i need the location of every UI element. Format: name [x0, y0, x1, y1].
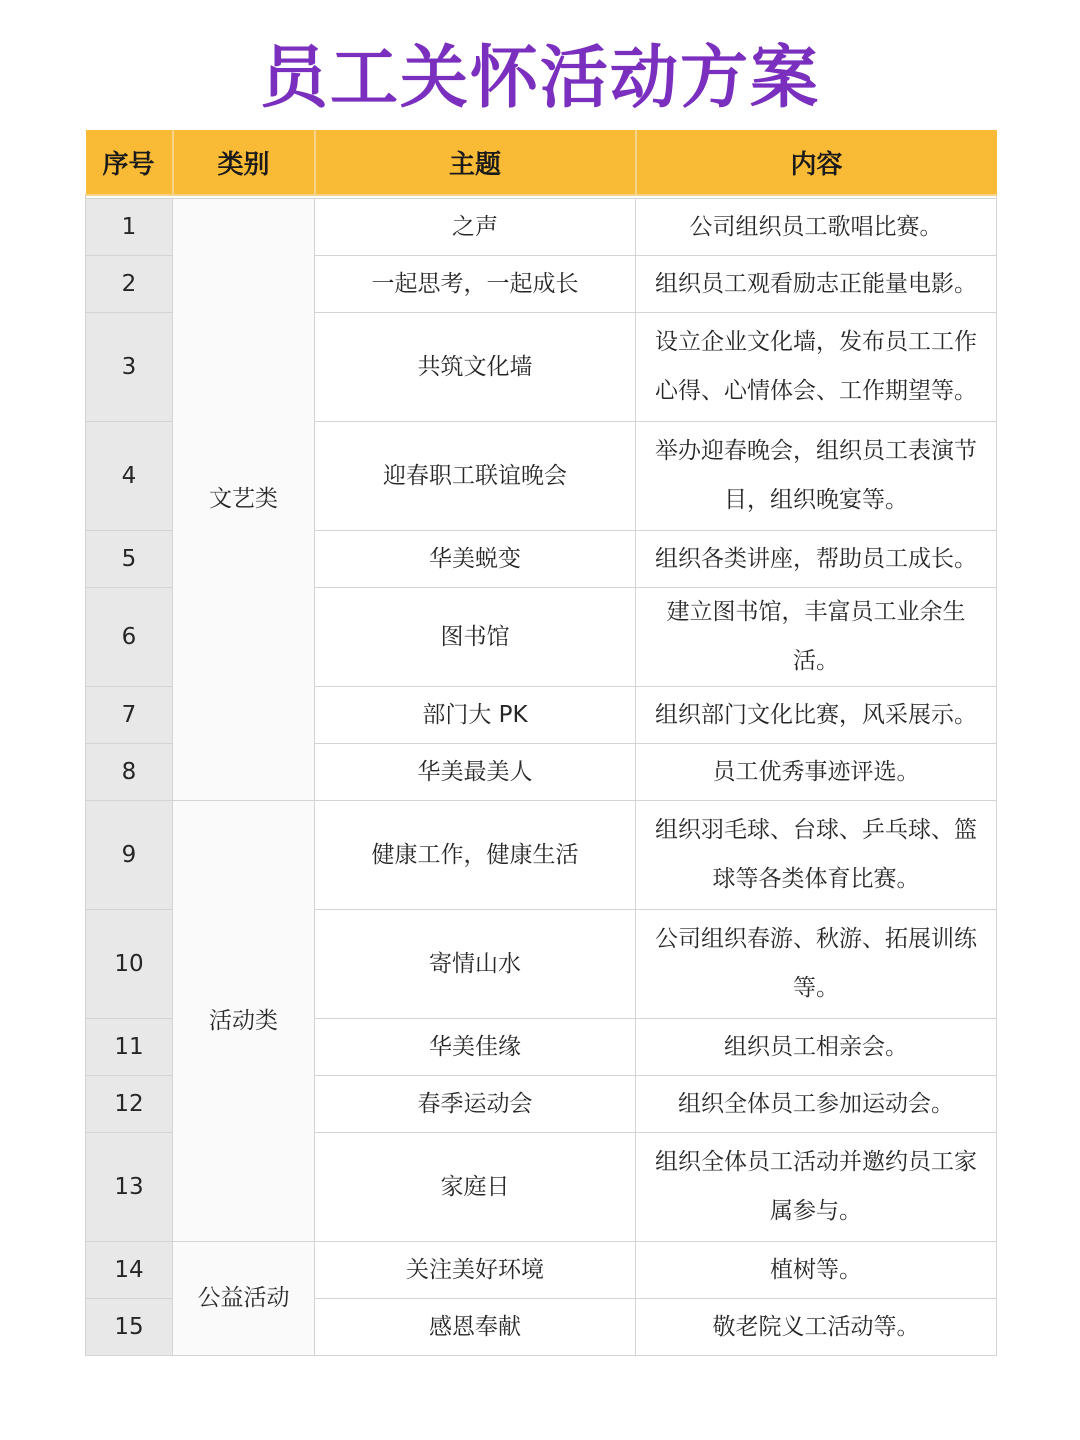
- page-title: 员工关怀活动方案: [259, 39, 820, 118]
- row-index: 9: [86, 801, 173, 910]
- row-index: 7: [86, 687, 173, 744]
- row-theme: 华美佳缘: [315, 1019, 636, 1076]
- row-content: 公司组织春游、秋游、拓展训练等。: [636, 910, 997, 1019]
- row-content: 组织员工观看励志正能量电影。: [636, 256, 997, 313]
- row-content: 植树等。: [636, 1242, 997, 1299]
- category-cell: 公益活动: [173, 1242, 315, 1356]
- row-index: 8: [86, 744, 173, 801]
- row-theme: 春季运动会: [315, 1076, 636, 1133]
- row-theme: 华美蜕变: [315, 531, 636, 588]
- row-index: 1: [86, 199, 173, 256]
- row-content: 组织全体员工参加运动会。: [636, 1076, 997, 1133]
- row-content: 组织部门文化比赛，风采展示。: [636, 687, 997, 744]
- row-theme: 华美最美人: [315, 744, 636, 801]
- category-cell: 文艺类: [173, 199, 315, 801]
- row-theme: 一起思考，一起成长: [315, 256, 636, 313]
- row-index: 10: [86, 910, 173, 1019]
- row-theme: 之声: [315, 199, 636, 256]
- table-row: [86, 1242, 997, 1299]
- row-theme: 健康工作，健康生活: [315, 801, 636, 910]
- row-content: 举办迎春晚会，组织员工表演节目，组织晚宴等。: [636, 422, 997, 531]
- table-row: [86, 801, 997, 910]
- header-index: 序号: [86, 130, 173, 195]
- row-index: 2: [86, 256, 173, 313]
- row-theme: 寄情山水: [315, 910, 636, 1019]
- row-content: 员工优秀事迹评选。: [636, 744, 997, 801]
- table-header-row: [86, 130, 997, 195]
- row-theme: 迎春职工联谊晚会: [315, 422, 636, 531]
- row-index: 5: [86, 531, 173, 588]
- row-theme: 部门大 PK: [315, 687, 636, 744]
- row-index: 6: [86, 588, 173, 687]
- row-content: 敬老院义工活动等。: [636, 1299, 997, 1356]
- row-theme: 图书馆: [315, 588, 636, 687]
- header-content: 内容: [636, 130, 997, 195]
- row-index: 15: [86, 1299, 173, 1356]
- category-cell: 活动类: [173, 801, 315, 1242]
- row-theme: 感恩奉献: [315, 1299, 636, 1356]
- header-theme: 主题: [315, 130, 636, 195]
- row-index: 11: [86, 1019, 173, 1076]
- row-content: 建立图书馆，丰富员工业余生活。: [636, 588, 997, 687]
- row-content: 组织员工相亲会。: [636, 1019, 997, 1076]
- row-theme: 共筑文化墙: [315, 313, 636, 422]
- row-content: 设立企业文化墙，发布员工工作心得、心情体会、工作期望等。: [636, 313, 997, 422]
- header-category: 类别: [173, 130, 315, 195]
- row-content: 组织羽毛球、台球、乒乓球、篮球等各类体育比赛。: [636, 801, 997, 910]
- table-row: [86, 199, 997, 256]
- row-content: 组织全体员工活动并邀约员工家属参与。: [636, 1133, 997, 1242]
- row-index: 14: [86, 1242, 173, 1299]
- row-theme: 关注美好环境: [315, 1242, 636, 1299]
- row-content: 组织各类讲座，帮助员工成长。: [636, 531, 997, 588]
- row-index: 4: [86, 422, 173, 531]
- row-index: 3: [86, 313, 173, 422]
- row-index: 12: [86, 1076, 173, 1133]
- activity-plan-table: [85, 130, 997, 1356]
- row-content: 公司组织员工歌唱比赛。: [636, 199, 997, 256]
- row-theme: 家庭日: [315, 1133, 636, 1242]
- row-index: 13: [86, 1133, 173, 1242]
